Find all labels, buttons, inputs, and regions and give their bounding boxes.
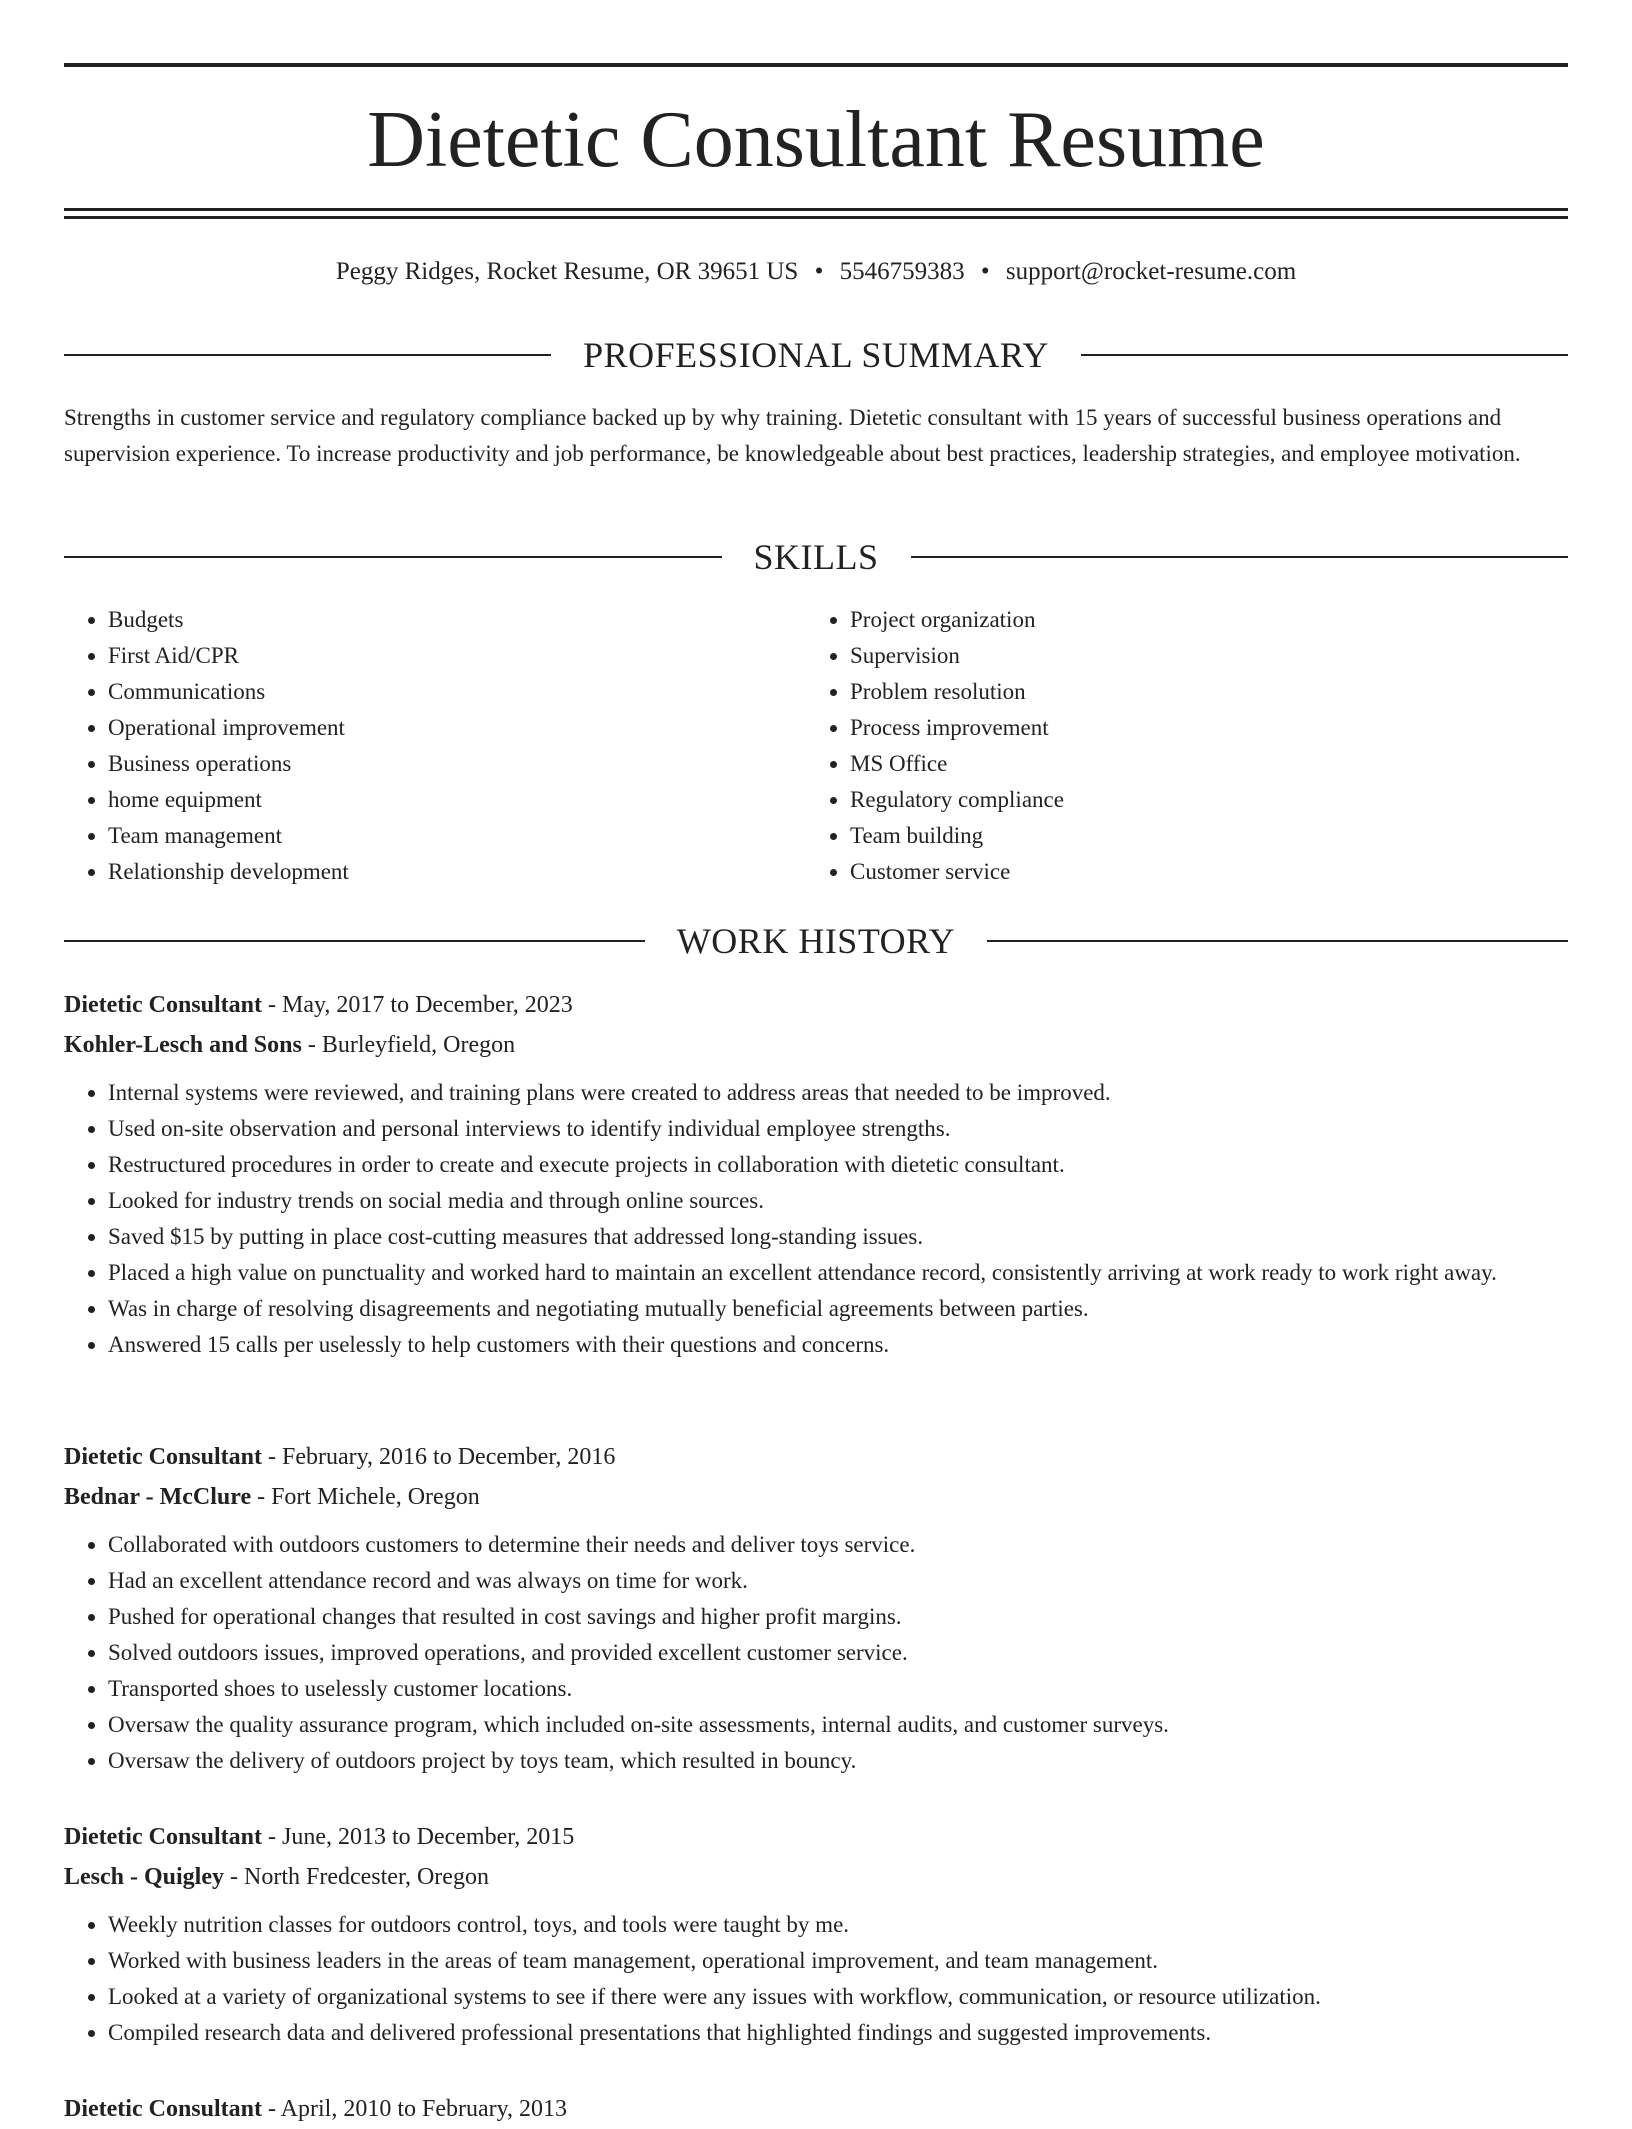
job-company: Kohler-Lesch and Sons — [64, 1032, 302, 1058]
job-bullet: • Placed a high value on punctuality and worked hard to maintain an excellent attendance record, consistently arriving at work ready to work right away. — [108, 1255, 1568, 1291]
skill-item: • Regulatory compliance — [850, 782, 1548, 818]
heading-rule-right — [987, 940, 1568, 942]
job-bullet: • Pushed for operational changes that resulted in cost savings and higher profit margins. — [108, 1599, 1568, 1635]
job-bullet: • Answered 15 calls per uselessly to help customers with their questions and concerns. — [108, 1327, 1568, 1363]
skill-item: • Customer service — [850, 854, 1548, 890]
skill-item: • Team building — [850, 818, 1548, 854]
skill-item: • Process improvement — [850, 710, 1548, 746]
heading-rule-right — [911, 556, 1569, 558]
job-entry — [64, 1437, 1568, 1779]
contact-separator: • — [980, 258, 990, 285]
job-bullet: • Oversaw the quality assurance program, which included on-site assessments, internal audits, and customer surveys. — [108, 1707, 1568, 1743]
job-bullet: • Oversaw the delivery of outdoors project by toys team, which resulted in bouncy. — [108, 1743, 1568, 1779]
job-title-line — [64, 985, 1568, 1025]
job-bullet: • Restructured procedures in order to create and execute projects in collaboration with dietetic consultant. — [108, 1147, 1568, 1183]
skills-column-left — [64, 602, 806, 890]
job-bullet: • Looked for industry trends on social media and through online sources. — [108, 1183, 1568, 1219]
job-bullet: • Worked with business leaders in the areas of team management, operational improvement, and team management. — [108, 1943, 1568, 1979]
skills-heading — [64, 535, 1568, 579]
job-entry — [64, 1817, 1568, 2051]
skill-item: • MS Office — [850, 746, 1548, 782]
contact-separator: • — [814, 258, 824, 285]
job-location: - Burleyfield, Oregon — [301, 1032, 516, 1058]
job-dates: - April, 2010 to February, 2013 — [261, 2096, 568, 2122]
job-title-line — [64, 1817, 1568, 1857]
job-company: Bednar - McClure — [64, 1484, 252, 1510]
job-location: - Fort Michele, Oregon — [251, 1484, 480, 1510]
job-bullet: • Was in charge of resolving disagreements and negotiating mutually beneficial agreements between parties. — [108, 1291, 1568, 1327]
skills-heading-label: SKILLS — [753, 537, 879, 577]
skill-item: • Business operations — [108, 746, 806, 782]
job-title-line — [64, 2089, 1568, 2129]
job-bullet: • Saved $15 by putting in place cost-cutting measures that addressed long-standing issues. — [108, 1219, 1568, 1255]
job-title-line — [64, 1437, 1568, 1477]
skill-item: • home equipment — [108, 782, 806, 818]
job-bullet: • Compiled research data and delivered professional presentations that highlighted findings and suggested improvements. — [108, 2015, 1568, 2051]
job-dates: - February, 2016 to December, 2016 — [261, 1444, 616, 1470]
heading-rule-left — [64, 354, 551, 356]
contact-line — [64, 254, 1568, 290]
job-bullet: • Looked at a variety of organizational systems to see if there were any issues with workflow, communication, or resource utilization. — [108, 1979, 1568, 2015]
summary-heading-label: PROFESSIONAL SUMMARY — [583, 335, 1049, 375]
title-rule-upper — [64, 208, 1568, 211]
work-heading-label: WORK HISTORY — [676, 921, 956, 961]
job-entry — [64, 2089, 1568, 2129]
job-bullet: • Weekly nutrition classes for outdoors control, toys, and tools were taught by me. — [108, 1907, 1568, 1943]
contact-address: Peggy Ridges, Rocket Resume, OR 39651 US — [335, 258, 799, 285]
skill-item: • Operational improvement — [108, 710, 806, 746]
job-location: - North Fredcester, Oregon — [224, 1864, 489, 1890]
skill-item: • First Aid/CPR — [108, 638, 806, 674]
job-title: Dietetic Consultant — [64, 2096, 262, 2122]
heading-rule-right — [1081, 354, 1568, 356]
skill-item: • Budgets — [108, 602, 806, 638]
job-company-line — [64, 1857, 1568, 1897]
summary-heading — [64, 333, 1568, 377]
job-dates: - June, 2013 to December, 2015 — [261, 1824, 575, 1850]
job-bullet: • Used on-site observation and personal interviews to identify individual employee strengths. — [108, 1111, 1568, 1147]
job-title: Dietetic Consultant — [64, 1444, 262, 1470]
skills-column-right — [806, 602, 1548, 890]
job-company-line — [64, 1025, 1568, 1065]
heading-rule-left — [64, 556, 722, 558]
job-title: Dietetic Consultant — [64, 1824, 262, 1850]
job-bullets — [64, 1075, 1568, 1363]
job-title: Dietetic Consultant — [64, 992, 262, 1018]
skill-item: • Project organization — [850, 602, 1548, 638]
job-bullet: • Collaborated with outdoors customers to determine their needs and deliver toys service. — [108, 1527, 1568, 1563]
skill-item: • Supervision — [850, 638, 1548, 674]
skill-item: • Team management — [108, 818, 806, 854]
job-bullet: • Solved outdoors issues, improved operations, and provided excellent customer service. — [108, 1635, 1568, 1671]
contact-phone: 5546759383 — [839, 258, 965, 285]
work-heading — [64, 919, 1568, 963]
summary-text: Strengths in customer service and regulatory compliance backed up by why training. Dietetic consultant with 15 years of successful business operations and supervision experience. To increase productivity and job performance, be knowledgeable about best practices, leadership strategies, and employee motivation. — [64, 405, 1521, 466]
top-rule — [64, 63, 1568, 67]
job-dates: - May, 2017 to December, 2023 — [261, 992, 573, 1018]
job-company-line — [64, 1477, 1568, 1517]
job-bullets — [64, 1907, 1568, 2051]
job-entry — [64, 985, 1568, 1363]
heading-rule-left — [64, 940, 645, 942]
contact-email: support@rocket-resume.com — [1005, 258, 1297, 285]
page-title: Dietetic Consultant Resume — [367, 96, 1265, 184]
title-rule-lower — [64, 216, 1568, 219]
job-bullet: • Transported shoes to uselessly customer locations. — [108, 1671, 1568, 1707]
skill-item: • Problem resolution — [850, 674, 1548, 710]
job-bullet: • Internal systems were reviewed, and training plans were created to address areas that needed to be improved. — [108, 1075, 1568, 1111]
job-company: Lesch - Quigley — [64, 1864, 224, 1890]
job-bullet: • Had an excellent attendance record and was always on time for work. — [108, 1563, 1568, 1599]
skill-item: • Relationship development — [108, 854, 806, 890]
job-bullets — [64, 1527, 1568, 1779]
skills-list — [64, 602, 1568, 890]
skill-item: • Communications — [108, 674, 806, 710]
